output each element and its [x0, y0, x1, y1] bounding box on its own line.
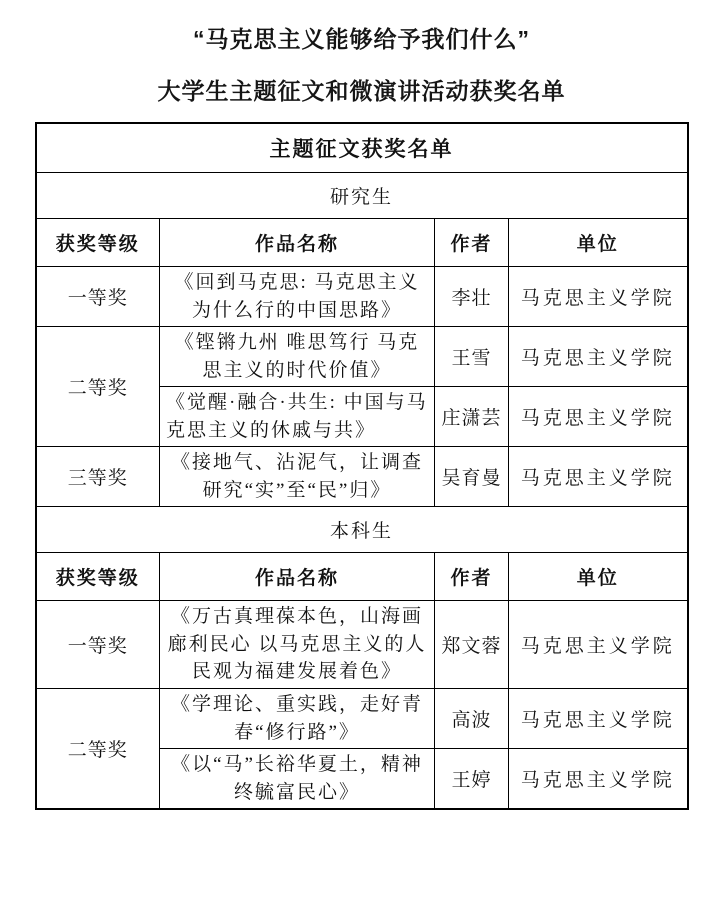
- award-level-cell: 二等奖: [36, 327, 160, 447]
- table-title-row: [36, 123, 688, 173]
- author-cell: 高波: [435, 689, 509, 749]
- column-header-row: [36, 219, 688, 267]
- column-header: 单位: [509, 219, 688, 267]
- section-name: 本科生: [36, 507, 688, 553]
- unit-cell: 马克思主义学院: [509, 327, 688, 387]
- document-header: [0, 0, 723, 106]
- award-table-body: [36, 123, 688, 809]
- author-cell: 王雪: [435, 327, 509, 387]
- table-row: [36, 447, 688, 507]
- award-level-cell: 一等奖: [36, 267, 160, 327]
- table-row: [36, 327, 688, 387]
- work-title-cell: 《接地气、沾泥气，让调查研究“实”至“民”归》: [160, 447, 435, 507]
- table-title: 主题征文获奖名单: [36, 123, 688, 173]
- table-row: [36, 601, 688, 689]
- section-name: 研究生: [36, 173, 688, 219]
- table-row: [36, 689, 688, 749]
- column-header: 作者: [435, 219, 509, 267]
- work-title-cell: 《学理论、重实践，走好青春“修行路”》: [160, 689, 435, 749]
- column-header: 获奖等级: [36, 219, 160, 267]
- unit-cell: 马克思主义学院: [509, 749, 688, 810]
- column-header: 作者: [435, 553, 509, 601]
- column-header: 单位: [509, 553, 688, 601]
- work-title-cell: 《以“马”长裕华夏土，精神终毓富民心》: [160, 749, 435, 810]
- author-cell: 郑文蓉: [435, 601, 509, 689]
- work-title-cell: 《觉醒·融合·共生: 中国与马克思主义的休戚与共》: [160, 387, 435, 447]
- unit-cell: 马克思主义学院: [509, 447, 688, 507]
- column-header: 作品名称: [160, 219, 435, 267]
- work-title-cell: 《万古真理葆本色，山海画廊利民心 以马克思主义的人民观为福建发展着色》: [160, 601, 435, 689]
- unit-cell: 马克思主义学院: [509, 387, 688, 447]
- table-row: [36, 267, 688, 327]
- page-title-quote: “马克思主义能够给予我们什么”: [193, 26, 530, 52]
- column-header: 作品名称: [160, 553, 435, 601]
- section-row: [36, 507, 688, 553]
- award-table: [35, 122, 689, 810]
- section-row: [36, 173, 688, 219]
- author-cell: 李壮: [435, 267, 509, 327]
- unit-cell: 马克思主义学院: [509, 689, 688, 749]
- unit-cell: 马克思主义学院: [509, 601, 688, 689]
- work-title-cell: 《回到马克思: 马克思主义为什么行的中国思路》: [160, 267, 435, 327]
- column-header-row: [36, 553, 688, 601]
- author-cell: 庄潇芸: [435, 387, 509, 447]
- award-level-cell: 一等奖: [36, 601, 160, 689]
- page-title: 大学生主题征文和微演讲活动获奖名单: [157, 78, 566, 104]
- award-level-cell: 三等奖: [36, 447, 160, 507]
- column-header: 获奖等级: [36, 553, 160, 601]
- author-cell: 王婷: [435, 749, 509, 810]
- author-cell: 吴育曼: [435, 447, 509, 507]
- work-title-cell: 《铿锵九州 唯思笃行 马克思主义的时代价值》: [160, 327, 435, 387]
- unit-cell: 马克思主义学院: [509, 267, 688, 327]
- award-level-cell: 二等奖: [36, 689, 160, 810]
